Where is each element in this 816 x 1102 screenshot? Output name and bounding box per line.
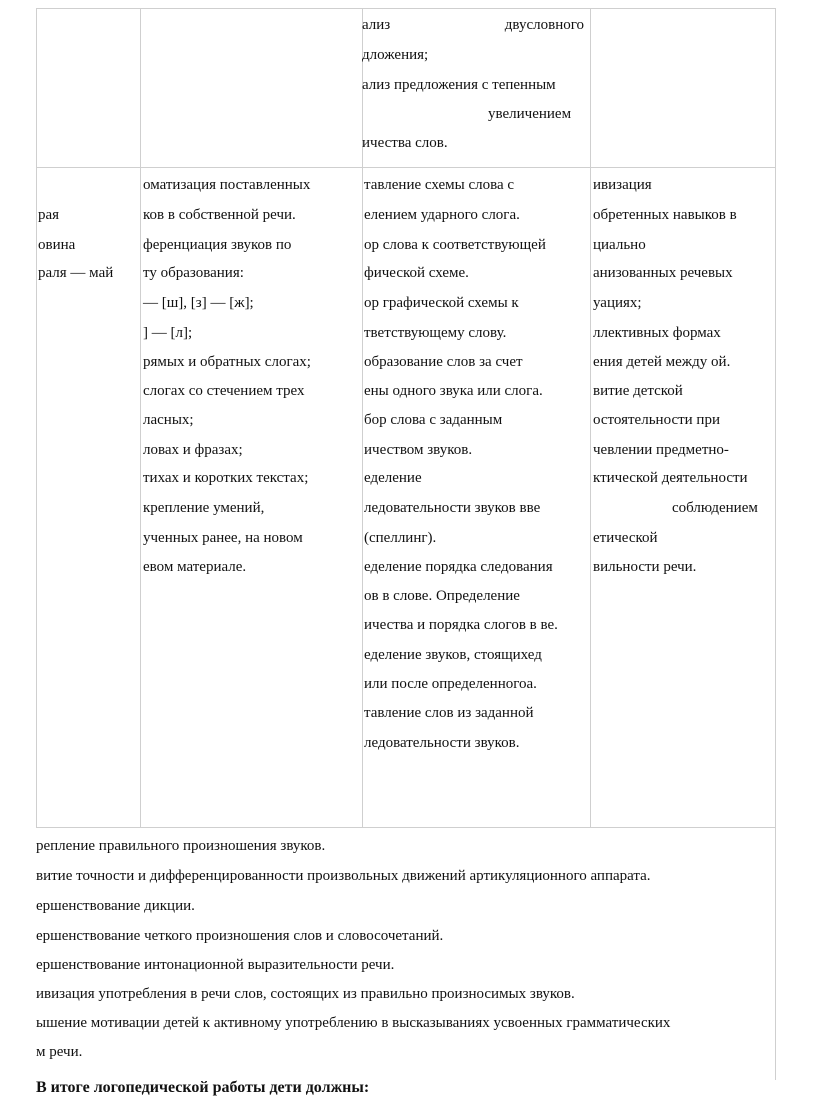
content-line: (спеллинг). (364, 530, 437, 546)
table-border-top (36, 8, 776, 9)
row-divider (36, 827, 776, 828)
summary-line: ершенствование интонационной выразительности речи. (36, 957, 395, 973)
content-line: тветствующему слову. (364, 325, 507, 341)
summary-line: ершенствование четкого произношения слов и словосочетаний. (36, 928, 444, 944)
content-line: циально (593, 237, 646, 253)
content-line: еделение порядка следования (364, 559, 553, 575)
content-line: крепление умений, (143, 500, 265, 516)
content-line: или после определенногоа. (364, 676, 537, 692)
content-line: елением ударного слога. (364, 207, 520, 223)
content-line: ов в слове. Определение (364, 588, 520, 604)
row1-col3-line: ичества слов. (362, 135, 448, 151)
content-line: ту образования: (143, 265, 244, 281)
content-line: ков в собственной речи. (143, 207, 296, 223)
summary-line: репление правильного произношения звуков. (36, 838, 326, 854)
content-line: ллективных формах (593, 325, 721, 341)
content-line: ловах и фразах; (143, 442, 243, 458)
table-border-right (775, 8, 776, 1080)
content-line: евом материале. (143, 559, 247, 575)
content-line: ены одного звука или слога. (364, 383, 543, 399)
content-line: фической схеме. (364, 265, 469, 281)
content-line: ичества и порядка слогов в ве. (364, 617, 558, 633)
content-line: витие детской (593, 383, 683, 399)
content-line: ученных ранее, на новом (143, 530, 303, 546)
content-line: ледовательности звуков. (364, 735, 520, 751)
content-line: ения детей между ой. (593, 354, 731, 370)
content-line: ор слова к соответствующей (364, 237, 546, 253)
row1-col3-line: увеличением (488, 106, 572, 122)
row1-col3-line: ализ двусловного (362, 17, 584, 33)
content-line: тихах и коротких текстах; (143, 470, 309, 486)
content-line: тавление слов из заданной (364, 705, 534, 721)
section-heading: В итоге логопедической работы дети должны: (36, 1079, 370, 1096)
summary-line: ивизация употребления в речи слов, состоящих из правильно произносимых звуков. (36, 986, 575, 1002)
content-line: ичеством звуков. (364, 442, 473, 458)
column-divider (36, 8, 37, 828)
period-label: овина (38, 237, 76, 253)
summary-line: м речи. (36, 1044, 83, 1060)
content-line: обретенных навыков в (593, 207, 737, 223)
content-line: етической (593, 530, 658, 546)
content-line: ] — [л]; (143, 325, 193, 341)
row-divider (36, 167, 776, 168)
period-label: раля — май (38, 265, 114, 281)
period-label: рая (38, 207, 60, 223)
content-line: еделение звуков, стоящихед (364, 647, 542, 663)
summary-line: ершенствование дикции. (36, 898, 195, 914)
content-line: рямых и обратных слогах; (143, 354, 311, 370)
content-line: ференциация звуков по (143, 237, 292, 253)
content-line: тавление схемы слова с (364, 177, 515, 193)
content-line: слогах со стечением трех (143, 383, 305, 399)
content-line: ласных; (143, 412, 194, 428)
column-divider (140, 8, 141, 828)
content-line: — [ш], [з] — [ж]; (143, 295, 254, 311)
content-line: чевлении предметно- (593, 442, 729, 458)
row1-col3-line: ализ предложения с тепенным (362, 77, 556, 93)
content-line: еделение (364, 470, 422, 486)
content-line: ктической деятельности (593, 470, 748, 486)
content-line: образование слов за счет (364, 354, 523, 370)
content-line: оматизация поставленных (143, 177, 311, 193)
content-line: вильности речи. (593, 559, 697, 575)
content-line: соблюдением (672, 500, 758, 516)
column-divider (362, 8, 363, 828)
row1-col3-line: дложения; (362, 47, 429, 63)
content-line: уациях; (593, 295, 642, 311)
content-line: ивизация (593, 177, 652, 193)
content-line: ледовательности звуков вве (364, 500, 541, 516)
summary-line: ышение мотивации детей к активному употреблению в высказываниях усвоенных грамматических (36, 1015, 671, 1031)
content-line: бор слова с заданным (364, 412, 503, 428)
content-line: ор графической схемы к (364, 295, 519, 311)
summary-line: витие точности и дифференцированности произвольных движений артикуляционного аппарата. (36, 868, 651, 884)
column-divider (590, 8, 591, 828)
content-line: остоятельности при (593, 412, 720, 428)
content-line: анизованных речевых (593, 265, 733, 281)
